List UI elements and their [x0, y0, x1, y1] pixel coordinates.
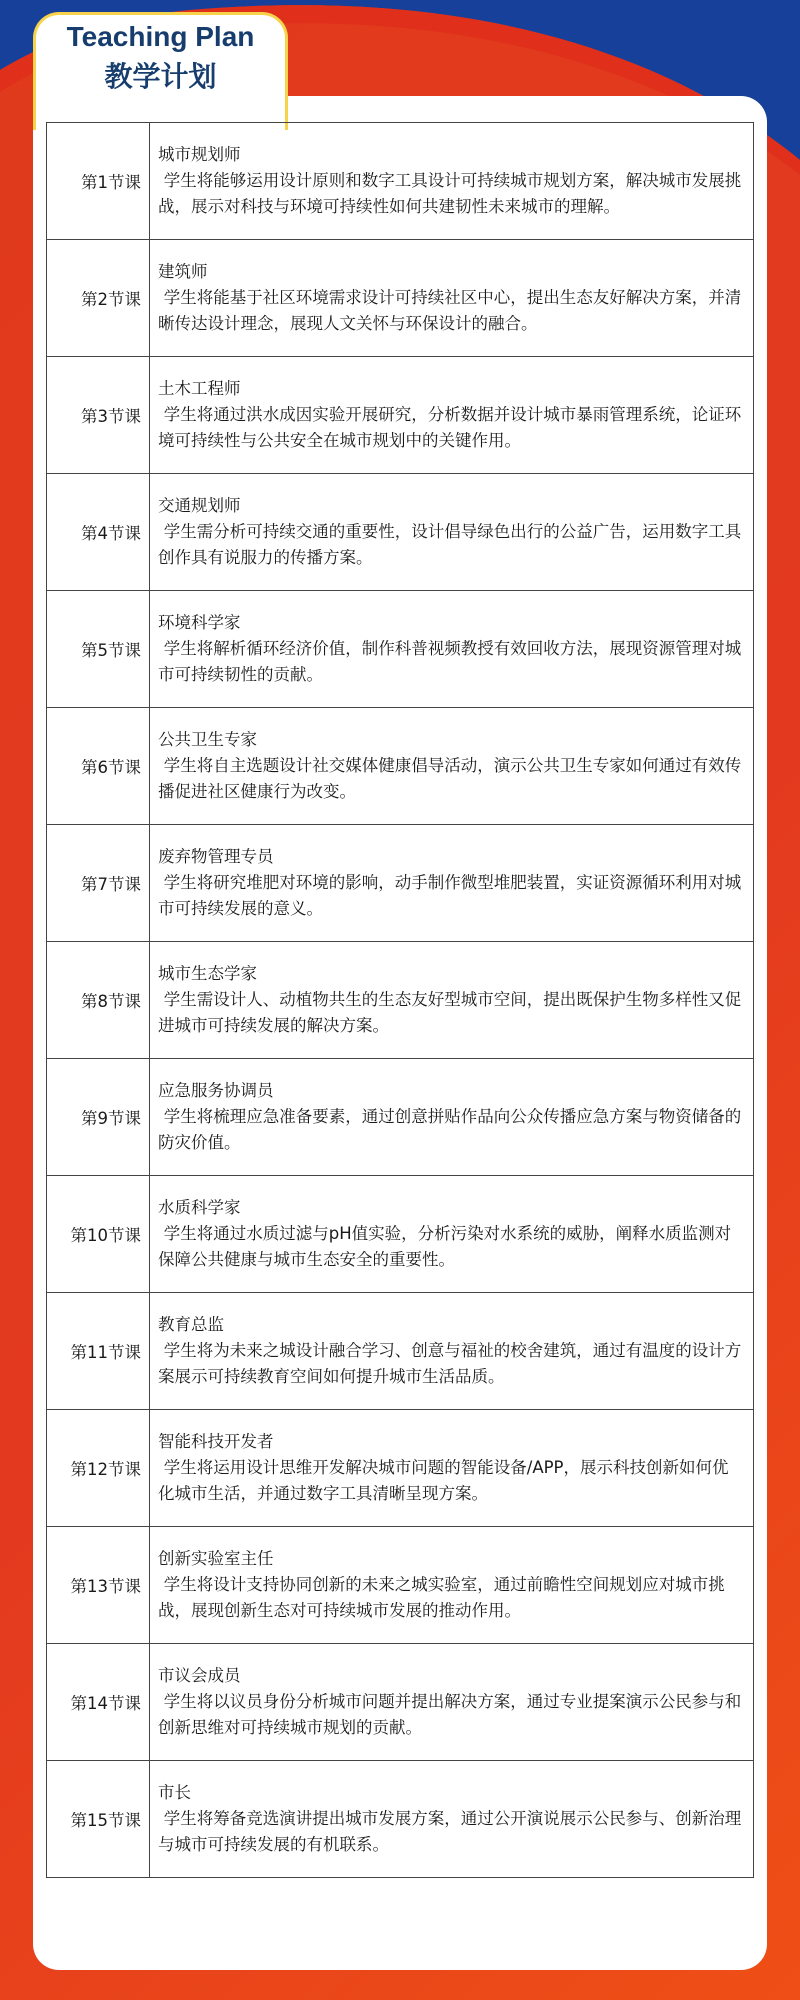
- lesson-number: 第14节课: [47, 1644, 150, 1761]
- role-title: 水质科学家: [158, 1198, 241, 1217]
- role-description: 学生将能基于社区环境需求设计可持续社区中心，提出生态友好解决方案，并清晰传达设计理念，展现人文关怀与环保设计的融合。: [158, 288, 742, 333]
- role-title: 教育总监: [158, 1315, 224, 1334]
- role-description: 学生将为未来之城设计融合学习、创意与福祉的校舍建筑，通过有温度的设计方案展示可持续教育空间如何提升城市生活品质。: [158, 1341, 742, 1386]
- role-title: 城市生态学家: [158, 964, 257, 983]
- table-row: [47, 825, 754, 942]
- lesson-content: [150, 357, 754, 474]
- lesson-content: [150, 1527, 754, 1644]
- role-description: 学生将解析循环经济价值，制作科普视频教授有效回收方法，展现资源管理对城市可持续韧性的贡献。: [158, 639, 742, 684]
- role-title: 交通规划师: [158, 496, 241, 515]
- table-row: [47, 1761, 754, 1878]
- role-title: 应急服务协调员: [158, 1081, 274, 1100]
- table-row: [47, 1410, 754, 1527]
- role-description: 学生将以议员身份分析城市问题并提出解决方案，通过专业提案演示公民参与和创新思维对可持续城市规划的贡献。: [158, 1692, 742, 1737]
- role-description: 学生需分析可持续交通的重要性，设计倡导绿色出行的公益广告，运用数字工具创作具有说服力的传播方案。: [158, 522, 742, 567]
- lesson-number: 第15节课: [47, 1761, 150, 1878]
- lesson-number: 第12节课: [47, 1410, 150, 1527]
- title-tab: [33, 12, 288, 130]
- lesson-content: [150, 1059, 754, 1176]
- role-description: 学生将通过洪水成因实验开展研究，分析数据并设计城市暴雨管理系统，论证环境可持续性与公共安全在城市规划中的关键作用。: [158, 405, 742, 450]
- title-english: Teaching Plan: [66, 21, 255, 52]
- role-title: 创新实验室主任: [158, 1549, 274, 1568]
- teaching-plan-table: [46, 122, 754, 1878]
- lesson-number: 第5节课: [47, 591, 150, 708]
- role-title: 智能科技开发者: [158, 1432, 274, 1451]
- table-row: [47, 708, 754, 825]
- lesson-content: [150, 1293, 754, 1410]
- table-row: [47, 123, 754, 240]
- lesson-content: [150, 474, 754, 591]
- role-title: 城市规划师: [158, 145, 241, 164]
- table-row: [47, 474, 754, 591]
- lesson-content: [150, 1410, 754, 1527]
- lesson-number: 第11节课: [47, 1293, 150, 1410]
- table-row: [47, 240, 754, 357]
- table-row: [47, 1176, 754, 1293]
- lesson-content: [150, 1176, 754, 1293]
- lesson-number: 第2节课: [47, 240, 150, 357]
- lesson-number: 第8节课: [47, 942, 150, 1059]
- lesson-content: [150, 240, 754, 357]
- role-description: 学生将设计支持协同创新的未来之城实验室，通过前瞻性空间规划应对城市挑战，展现创新生态对可持续城市发展的推动作用。: [158, 1575, 725, 1620]
- lesson-number: 第1节课: [47, 123, 150, 240]
- lesson-number: 第13节课: [47, 1527, 150, 1644]
- lesson-number: 第7节课: [47, 825, 150, 942]
- table-row: [47, 1644, 754, 1761]
- role-title: 建筑师: [158, 262, 208, 281]
- role-description: 学生将能够运用设计原则和数字工具设计可持续城市规划方案，解决城市发展挑战，展示对科技与环境可持续性如何共建韧性未来城市的理解。: [158, 171, 742, 216]
- role-description: 学生将研究堆肥对环境的影响，动手制作微型堆肥装置，实证资源循环利用对城市可持续发展的意义。: [158, 873, 742, 918]
- lesson-content: [150, 942, 754, 1059]
- role-title: 土木工程师: [158, 379, 241, 398]
- table-row: [47, 591, 754, 708]
- table-row: [47, 1059, 754, 1176]
- role-title: 环境科学家: [158, 613, 241, 632]
- lesson-content: [150, 591, 754, 708]
- lesson-content: [150, 825, 754, 942]
- role-title: 公共卫生专家: [158, 730, 257, 749]
- lesson-content: [150, 1644, 754, 1761]
- lesson-content: [150, 123, 754, 240]
- lesson-number: 第6节课: [47, 708, 150, 825]
- table-row: [47, 942, 754, 1059]
- lesson-content: [150, 1761, 754, 1878]
- lesson-content: [150, 708, 754, 825]
- lesson-number: 第3节课: [47, 357, 150, 474]
- table-row: [47, 357, 754, 474]
- role-title: 废弃物管理专员: [158, 847, 274, 866]
- lesson-number: 第4节课: [47, 474, 150, 591]
- role-description: 学生需设计人、动植物共生的生态友好型城市空间，提出既保护生物多样性又促进城市可持续发展的解决方案。: [158, 990, 742, 1035]
- table-row: [47, 1527, 754, 1644]
- role-title: 市议会成员: [158, 1666, 241, 1685]
- role-description: 学生将通过水质过滤与pH值实验，分析污染对水系统的威胁，阐释水质监测对保障公共健康与城市生态安全的重要性。: [158, 1224, 732, 1269]
- role-description: 学生将筹备竞选演讲提出城市发展方案，通过公开演说展示公民参与、创新治理与城市可持续发展的有机联系。: [158, 1809, 742, 1854]
- lesson-number: 第9节课: [47, 1059, 150, 1176]
- lesson-number: 第10节课: [47, 1176, 150, 1293]
- table-row: [47, 1293, 754, 1410]
- role-description: 学生将自主选题设计社交媒体健康倡导活动，演示公共卫生专家如何通过有效传播促进社区健康行为改变。: [158, 756, 742, 801]
- role-title: 市长: [158, 1783, 191, 1802]
- role-description: 学生将运用设计思维开发解决城市问题的智能设备/APP，展示科技创新如何优化城市生活，并通过数字工具清晰呈现方案。: [158, 1458, 729, 1503]
- role-description: 学生将梳理应急准备要素，通过创意拼贴作品向公众传播应急方案与物资储备的防灾价值。: [158, 1107, 742, 1152]
- title-chinese: 教学计划: [104, 60, 217, 93]
